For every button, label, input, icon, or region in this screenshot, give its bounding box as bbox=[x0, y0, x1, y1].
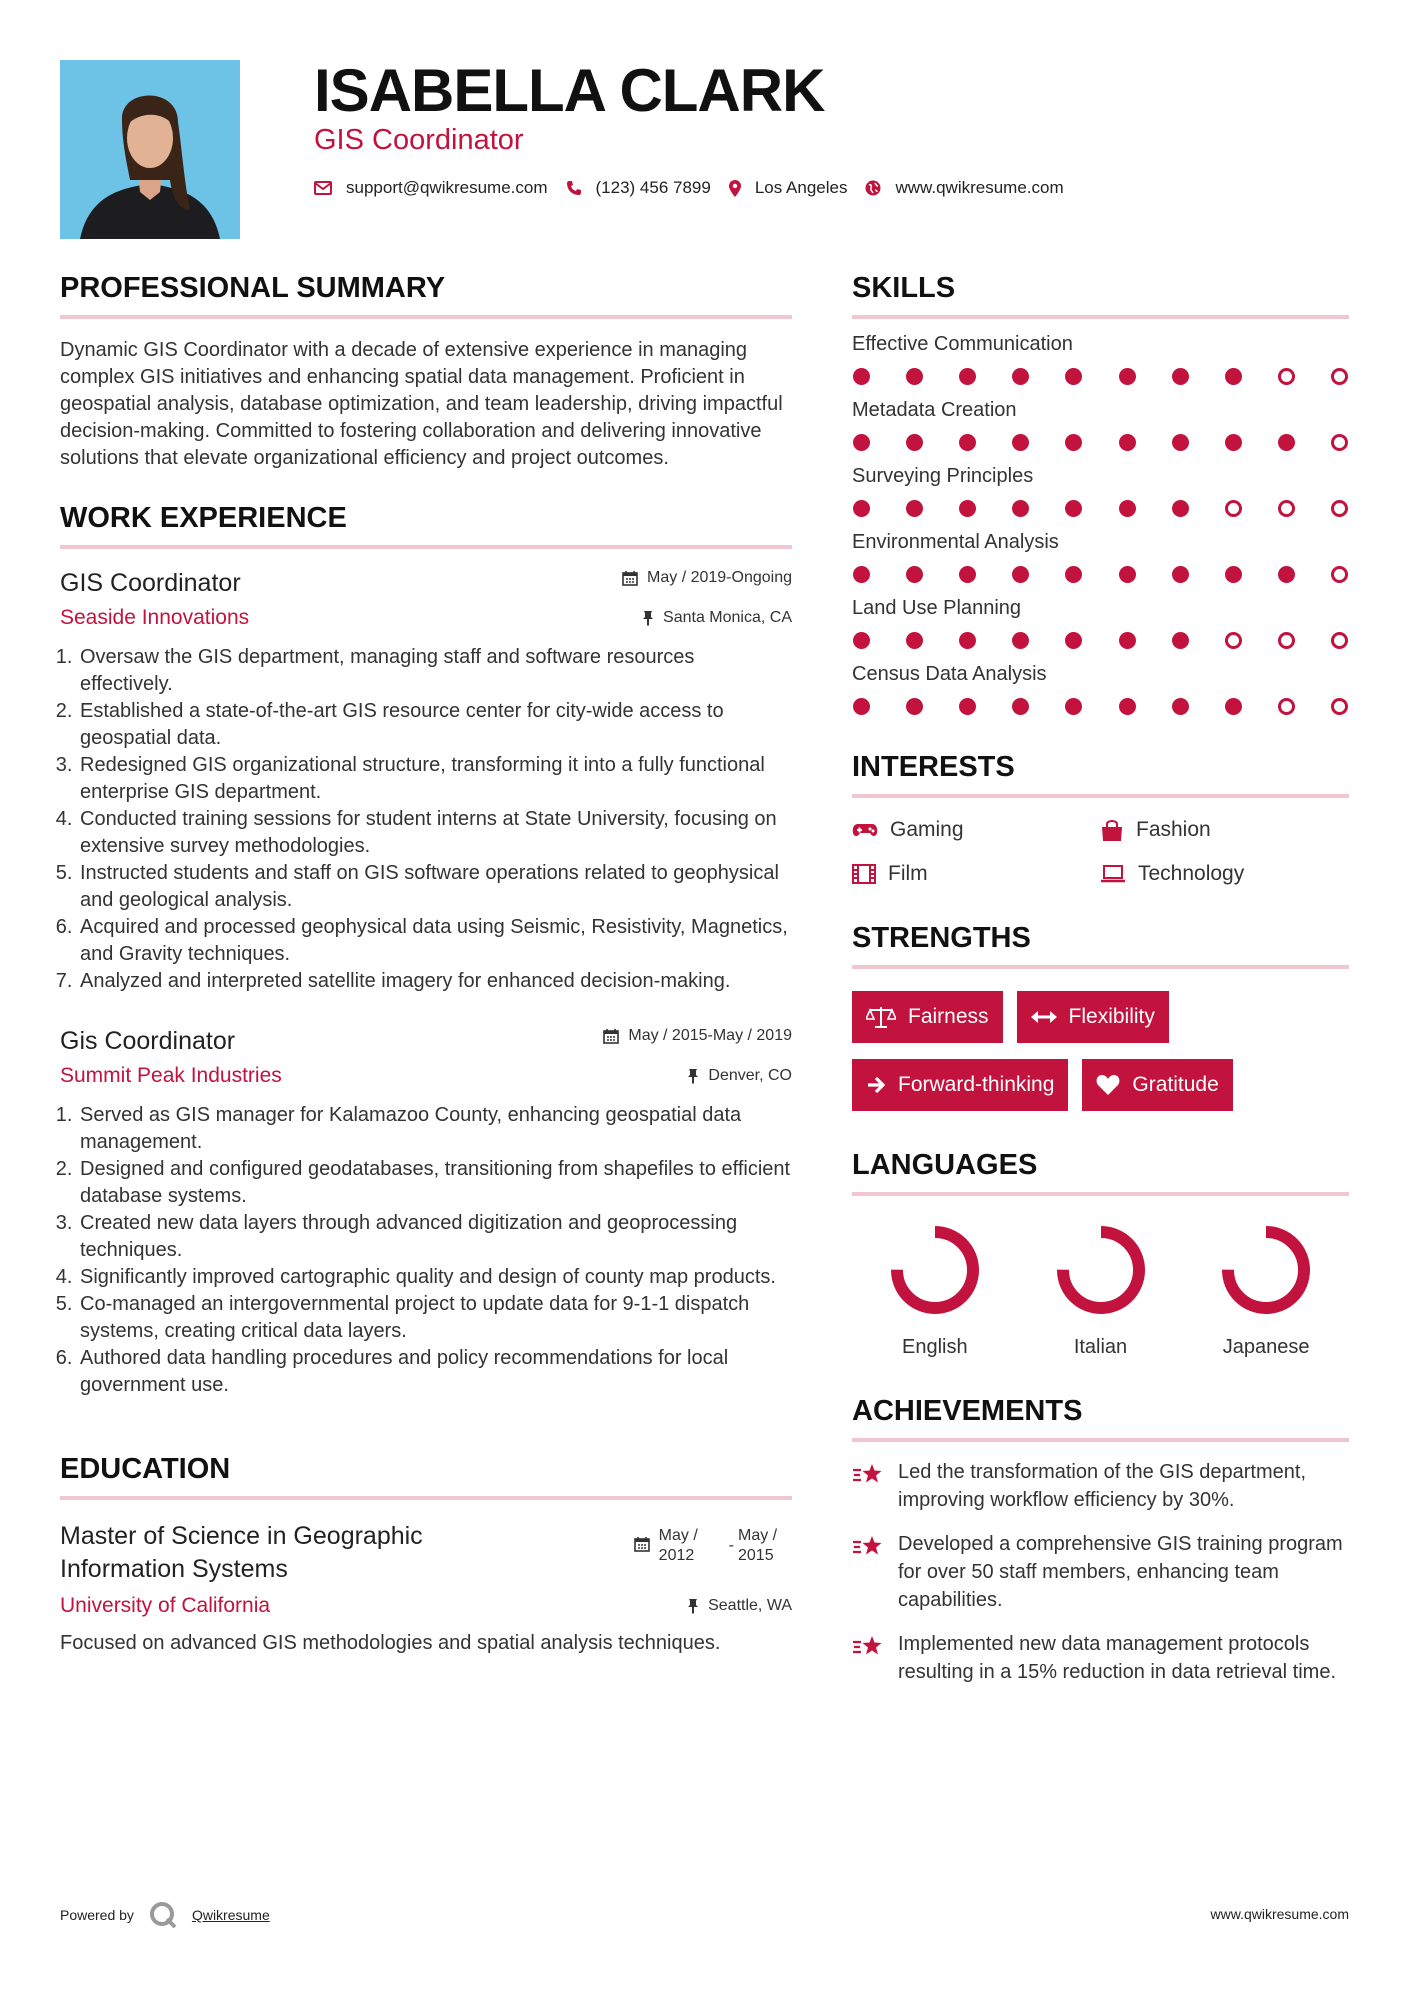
language-level-arc bbox=[1063, 1232, 1139, 1308]
list-item: 4. Conducted training sessions for student interns at State University, focusing on extensive survey methodologies. bbox=[78, 806, 792, 860]
skills-section bbox=[852, 272, 1349, 715]
school-name: University of California bbox=[60, 1594, 271, 1617]
rating-dot-filled bbox=[959, 698, 976, 715]
skill-rating bbox=[852, 698, 1349, 715]
skill-name: Environmental Analysis bbox=[852, 531, 1059, 553]
date-separator: - bbox=[728, 1537, 734, 1554]
rating-dot-filled bbox=[906, 632, 923, 649]
education-description: Focused on advanced GIS methodologies and spatial analysis techniques. bbox=[60, 1632, 721, 1654]
languages-section bbox=[852, 1149, 1349, 1359]
list-item: 3. Redesigned GIS organizational structure, transforming it into a fully functional enterprise GIS department. bbox=[78, 752, 792, 806]
rating-dot-empty bbox=[1278, 368, 1295, 385]
list-item: 2. Established a state-of-the-art GIS resource center for city-wide access to geospatial data. bbox=[78, 698, 792, 752]
job-entry bbox=[60, 1027, 792, 1399]
strength-label: Fairness bbox=[908, 1005, 989, 1028]
language-item bbox=[852, 1222, 1018, 1359]
rating-dot-filled bbox=[1065, 368, 1082, 385]
film-icon bbox=[852, 864, 876, 884]
rating-dot-filled bbox=[1225, 566, 1242, 583]
achievement-text: Led the transformation of the GIS department, improving workflow efficiency by 30%. bbox=[898, 1461, 1307, 1511]
shopping-bag-icon bbox=[1100, 819, 1124, 841]
rating-dot-filled bbox=[1065, 434, 1082, 451]
skill-rating bbox=[852, 632, 1349, 649]
list-item: 2. Designed and configured geodatabases, transitioning from shapefiles to efficient database systems. bbox=[78, 1156, 792, 1210]
rating-dot-filled bbox=[959, 368, 976, 385]
interest-film bbox=[852, 862, 1100, 886]
brand-link[interactable]: Qwikresume bbox=[191, 1907, 270, 1923]
job-location bbox=[642, 609, 792, 627]
balance-scale-icon bbox=[866, 1005, 896, 1029]
rating-dot-filled bbox=[853, 566, 870, 583]
rating-dot-filled bbox=[1012, 566, 1029, 583]
skill-item bbox=[852, 465, 1349, 517]
rating-dot-empty bbox=[1331, 566, 1348, 583]
pin-icon bbox=[642, 610, 654, 626]
rating-dot-filled bbox=[1012, 632, 1029, 649]
website-text: www.qwikresume.com bbox=[895, 178, 1064, 197]
rating-dot-filled bbox=[1119, 566, 1136, 583]
start-date: May / 2012 bbox=[658, 1527, 698, 1564]
education-dates bbox=[634, 1526, 792, 1586]
skills-list bbox=[852, 333, 1349, 715]
strength-badge bbox=[852, 991, 1003, 1043]
rating-dot-filled bbox=[1172, 500, 1189, 517]
job-bullets bbox=[60, 644, 792, 995]
skill-name: Land Use Planning bbox=[852, 597, 1022, 619]
interest-technology bbox=[1100, 862, 1348, 886]
achievement-text: Developed a comprehensive GIS training program for over 50 staff members, enhancing team capabilities. bbox=[898, 1533, 1343, 1611]
footer-powered-by bbox=[60, 1900, 270, 1930]
interests-section bbox=[852, 751, 1349, 886]
gamepad-icon bbox=[852, 822, 878, 838]
rating-dot-filled bbox=[1065, 566, 1082, 583]
list-item: 6. Acquired and processed geophysical data using Seismic, Resistivity, Magnetics, and Gravity techniques. bbox=[78, 914, 792, 968]
profile-photo bbox=[60, 60, 240, 239]
interest-label: Gaming bbox=[890, 818, 964, 841]
contact-website[interactable] bbox=[865, 178, 1063, 198]
rating-dot-empty bbox=[1331, 698, 1348, 715]
rating-dot-filled bbox=[1278, 566, 1295, 583]
list-item: 1. Oversaw the GIS department, managing staff and software resources effectively. bbox=[78, 644, 792, 698]
rating-dot-filled bbox=[1065, 632, 1082, 649]
language-level-arc bbox=[1228, 1232, 1304, 1308]
job-title: GIS Coordinator bbox=[60, 569, 241, 597]
achievement-item bbox=[852, 1630, 1349, 1686]
right-column bbox=[852, 272, 1349, 1714]
rating-dot-filled bbox=[959, 500, 976, 517]
dates-text: May / 2015-May / 2019 bbox=[628, 1027, 792, 1044]
strengths-section bbox=[852, 922, 1349, 1111]
skill-name: Census Data Analysis bbox=[852, 663, 1047, 685]
rating-dot-filled bbox=[853, 632, 870, 649]
rating-dot-filled bbox=[959, 632, 976, 649]
rating-dot-filled bbox=[1278, 434, 1295, 451]
degree-title: Master of Science in Geographic Information Systems bbox=[60, 1522, 423, 1583]
left-column bbox=[60, 272, 792, 1685]
summary-text: Dynamic GIS Coordinator with a decade of extensive experience in managing complex GIS initiatives and enhancing spatial data management. Proficient in geospatial analysis, database optimization, and team leadership, driving impactful decision-making. Committed to fostering collaboration and delivering innovative solutions that elevate organizational efficiency and project outcomes. bbox=[60, 339, 783, 469]
location-text: Los Angeles bbox=[754, 178, 848, 197]
qwikresume-logo-icon bbox=[148, 1900, 178, 1930]
shooting-star-icon bbox=[852, 1632, 884, 1660]
strength-label: Forward-thinking bbox=[898, 1073, 1055, 1096]
rating-dot-filled bbox=[1225, 368, 1242, 385]
candidate-role: GIS Coordinator bbox=[314, 124, 524, 156]
rating-dot-filled bbox=[1225, 698, 1242, 715]
achievement-item bbox=[852, 1530, 1349, 1614]
list-item: 1. Served as GIS manager for Kalamazoo County, enhancing geospatial data management. bbox=[78, 1102, 792, 1156]
summary-section bbox=[60, 272, 792, 472]
company-name: Summit Peak Industries bbox=[60, 1064, 282, 1087]
achievements-section bbox=[852, 1395, 1349, 1686]
rating-dot-filled bbox=[853, 368, 870, 385]
rating-dot-filled bbox=[906, 434, 923, 451]
envelope-icon bbox=[314, 181, 332, 195]
strength-badge bbox=[1017, 991, 1169, 1043]
rating-dot-empty bbox=[1278, 500, 1295, 517]
rating-dot-filled bbox=[959, 566, 976, 583]
rating-dot-filled bbox=[1225, 434, 1242, 451]
calendar-icon bbox=[634, 1536, 650, 1552]
skill-rating bbox=[852, 566, 1349, 583]
rating-dot-filled bbox=[1012, 368, 1029, 385]
experience-section bbox=[60, 502, 792, 1399]
phone-text: (123) 456 7899 bbox=[595, 178, 711, 197]
list-item: 5. Co-managed an intergovernmental project to update data for 9-1-1 dispatch systems, creating critical data layers. bbox=[78, 1291, 792, 1345]
language-level-arc bbox=[897, 1232, 973, 1308]
list-item: 5. Instructed students and staff on GIS software operations related to geophysical and geological analysis. bbox=[78, 860, 792, 914]
skill-item bbox=[852, 531, 1349, 583]
education-section bbox=[60, 1453, 792, 1657]
email-text: support@qwikresume.com bbox=[346, 178, 548, 197]
achievement-text: Implemented new data management protocols resulting in a 15% reduction in data retrieval time. bbox=[898, 1633, 1337, 1683]
section-title: SKILLS bbox=[852, 272, 1349, 319]
rating-dot-filled bbox=[853, 698, 870, 715]
job-dates bbox=[603, 1027, 792, 1045]
rating-dot-empty bbox=[1331, 632, 1348, 649]
list-item: 7. Analyzed and interpreted satellite imagery for enhanced decision-making. bbox=[78, 968, 792, 995]
rating-dot-filled bbox=[1172, 566, 1189, 583]
language-level-ring bbox=[1218, 1222, 1314, 1318]
footer-site[interactable]: www.qwikresume.com bbox=[1210, 1906, 1349, 1922]
rating-dot-filled bbox=[1012, 698, 1029, 715]
section-title: STRENGTHS bbox=[852, 922, 1349, 969]
strength-label: Gratitude bbox=[1132, 1073, 1219, 1096]
rating-dot-empty bbox=[1331, 434, 1348, 451]
section-title: LANGUAGES bbox=[852, 1149, 1349, 1196]
rating-dot-filled bbox=[1012, 500, 1029, 517]
location-text: Denver, CO bbox=[708, 1067, 792, 1084]
rating-dot-filled bbox=[853, 434, 870, 451]
shooting-star-icon bbox=[852, 1460, 884, 1488]
language-name: English bbox=[902, 1336, 968, 1358]
contact-phone[interactable] bbox=[566, 178, 711, 198]
skill-name: Effective Communication bbox=[852, 333, 1073, 355]
skill-name: Surveying Principles bbox=[852, 465, 1034, 487]
section-title: EDUCATION bbox=[60, 1453, 792, 1500]
arrow-right-icon bbox=[866, 1075, 886, 1095]
rating-dot-filled bbox=[906, 500, 923, 517]
job-bullets bbox=[60, 1102, 792, 1399]
rating-dot-empty bbox=[1225, 500, 1242, 517]
rating-dot-empty bbox=[1331, 500, 1348, 517]
rating-dot-filled bbox=[959, 434, 976, 451]
globe-icon bbox=[865, 180, 881, 196]
rating-dot-filled bbox=[1119, 500, 1136, 517]
achievement-item bbox=[852, 1458, 1349, 1514]
job-dates bbox=[622, 569, 792, 587]
language-item bbox=[1018, 1222, 1184, 1359]
location-text: Santa Monica, CA bbox=[663, 609, 792, 626]
strength-badge bbox=[852, 1059, 1068, 1111]
rating-dot-filled bbox=[906, 566, 923, 583]
contact-email[interactable] bbox=[314, 178, 548, 198]
job-location bbox=[687, 1067, 792, 1085]
rating-dot-filled bbox=[1172, 434, 1189, 451]
section-title: WORK EXPERIENCE bbox=[60, 502, 792, 549]
rating-dot-filled bbox=[1119, 434, 1136, 451]
skill-item bbox=[852, 597, 1349, 649]
pin-icon bbox=[687, 1068, 699, 1084]
languages-list bbox=[852, 1222, 1349, 1359]
job-title: Gis Coordinator bbox=[60, 1027, 236, 1055]
candidate-name: ISABELLA CLARK bbox=[314, 57, 825, 124]
language-level-ring bbox=[887, 1222, 983, 1318]
rating-dot-filled bbox=[1065, 500, 1082, 517]
skill-item bbox=[852, 663, 1349, 715]
location-text: Seattle, WA bbox=[708, 1597, 792, 1614]
language-level-ring bbox=[1053, 1222, 1149, 1318]
rating-dot-filled bbox=[906, 698, 923, 715]
rating-dot-empty bbox=[1331, 368, 1348, 385]
person-portrait-icon bbox=[60, 60, 240, 239]
language-name: Japanese bbox=[1222, 1336, 1310, 1358]
interest-label: Fashion bbox=[1136, 818, 1211, 841]
rating-dot-filled bbox=[1065, 698, 1082, 715]
shooting-star-icon bbox=[852, 1532, 884, 1560]
strength-badge bbox=[1082, 1059, 1232, 1111]
interest-fashion bbox=[1100, 818, 1348, 842]
rating-dot-filled bbox=[906, 368, 923, 385]
interest-label: Technology bbox=[1138, 862, 1245, 885]
skill-item bbox=[852, 399, 1349, 451]
rating-dot-filled bbox=[1119, 632, 1136, 649]
rating-dot-empty bbox=[1225, 632, 1242, 649]
list-item: 4. Significantly improved cartographic quality and design of county map products. bbox=[78, 1264, 792, 1291]
rating-dot-empty bbox=[1278, 632, 1295, 649]
language-item bbox=[1183, 1222, 1349, 1359]
list-item: 6. Authored data handling procedures and policy recommendations for local government use. bbox=[78, 1345, 792, 1399]
dates-text: May / 2019-Ongoing bbox=[647, 569, 792, 586]
rating-dot-filled bbox=[1119, 698, 1136, 715]
double-arrow-icon bbox=[1031, 1010, 1057, 1024]
section-title: ACHIEVEMENTS bbox=[852, 1395, 1349, 1442]
calendar-icon bbox=[622, 570, 638, 586]
map-marker-icon bbox=[729, 180, 741, 197]
powered-by-text: Powered by bbox=[60, 1907, 134, 1923]
job-entry bbox=[60, 569, 792, 995]
contact-bar bbox=[314, 178, 1082, 198]
rating-dot-filled bbox=[1172, 632, 1189, 649]
laptop-icon bbox=[1100, 865, 1126, 883]
rating-dot-filled bbox=[853, 500, 870, 517]
phone-icon bbox=[566, 180, 582, 196]
language-name: Italian bbox=[1073, 1336, 1128, 1358]
skill-rating bbox=[852, 368, 1349, 385]
interest-gaming bbox=[852, 818, 1100, 842]
end-date: May / 2015 bbox=[738, 1527, 778, 1564]
skill-item bbox=[852, 333, 1349, 385]
rating-dot-empty bbox=[1278, 698, 1295, 715]
contact-location bbox=[729, 178, 848, 198]
skill-name: Metadata Creation bbox=[852, 399, 1017, 421]
strength-label: Flexibility bbox=[1068, 1005, 1155, 1028]
section-title: INTERESTS bbox=[852, 751, 1349, 798]
rating-dot-filled bbox=[1172, 368, 1189, 385]
heart-icon bbox=[1096, 1074, 1120, 1096]
education-location bbox=[687, 1597, 792, 1615]
skill-rating bbox=[852, 500, 1349, 517]
pin-icon bbox=[687, 1598, 699, 1614]
skill-rating bbox=[852, 434, 1349, 451]
rating-dot-filled bbox=[1172, 698, 1189, 715]
section-title: PROFESSIONAL SUMMARY bbox=[60, 272, 792, 319]
rating-dot-filled bbox=[1119, 368, 1136, 385]
calendar-icon bbox=[603, 1028, 619, 1044]
list-item: 3. Created new data layers through advanced digitization and geoprocessing techniques. bbox=[78, 1210, 792, 1264]
rating-dot-filled bbox=[1012, 434, 1029, 451]
interest-label: Film bbox=[888, 862, 928, 885]
company-name: Seaside Innovations bbox=[60, 606, 250, 629]
